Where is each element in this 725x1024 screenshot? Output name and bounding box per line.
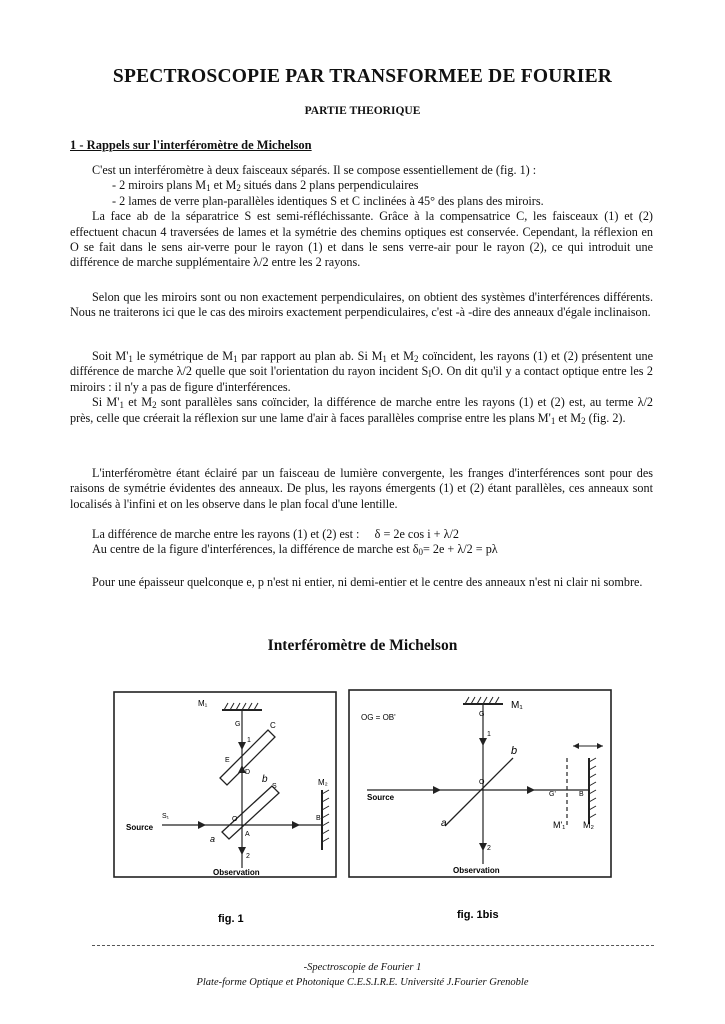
fig1bis-label-source: Source — [367, 793, 395, 802]
paragraph-separator: La face ab de la séparatrice S est semi-réfléchissante. Grâce à la compensatrice C, les faisceaux (1) et (2) effectuent chacun 4 traversées de lames et la symétrie des chemins optiques est conservée. Cependant, la réflexion en O se fait dans le sens air-verre pour le rayon (1) et dans le sens verre-air pour le rayon (2), ce qui introduit une différence de marche supplémentaire λ/2 entre les 2 rayons. — [70, 209, 653, 270]
list-item-plates: - 2 lames de verre plan-parallèles identiques S et C inclinées à 45° des plans des miroirs. — [112, 193, 544, 208]
paragraph-perpendicular: Selon que les miroirs sont ou non exactement perpendiculaires, on obtient des systèmes d'interférences différents. Nous ne traiterons ici que le cas des miroirs exactement perpendiculaires, c'est -à -dire des anneaux d'égale inclinaison. — [70, 290, 653, 320]
fig1-label-b-small: b — [262, 774, 268, 785]
list-item-mirrors: - 2 miroirs plans $M_1$ et $M_2$ situés dans 2 plans perpendiculaires — [112, 178, 419, 194]
page-subtitle: PARTIE THEORIQUE — [304, 105, 421, 117]
paragraph-intro — [70, 163, 653, 271]
fig1bis-label-m1-prime: M'₁ — [553, 820, 566, 830]
fig1bis-label-a-small: a — [441, 818, 447, 829]
fig1bis-label-g-prime: G' — [549, 791, 556, 798]
page-title: SPECTROSCOPIE PAR TRANSFORMEE DE FOURIER — [112, 66, 613, 87]
fig1bis-label-one: 1 — [487, 731, 491, 738]
footer-page-label: -Spectroscopie de Fourier 1 — [303, 962, 422, 973]
fig1bis-caption: fig. 1bis — [457, 909, 499, 921]
section-heading: 1 - Rappels sur l'interféromètre de Michelson — [70, 138, 312, 152]
paragraph-parallel: Si $M'_1$ et $M_2$ sont parallèles sans coïncider, la différence de marche entre les rayons (1) et (2) est, au terme λ/2 près, celle que créerait la réflexion sur une lame d'air à faces parallèles comprise entre les plans $M'_1$ et $M_2$ (fig. 2). — [70, 395, 654, 426]
fig1-label-c: C — [270, 721, 276, 730]
fig1bis-label-m2: M₂ — [583, 820, 594, 830]
fig1bis-label-eq: OG = OB' — [361, 713, 396, 722]
fig1bis-label-observation: Observation — [453, 866, 500, 875]
footer-divider — [92, 945, 654, 946]
fig1-label-one: 1 — [247, 737, 251, 744]
fig1-label-g: G — [235, 721, 241, 728]
fig1bis-label-two: 2 — [487, 845, 491, 852]
fig1-label-m2: M₂ — [318, 778, 328, 787]
figure-1-diagram — [110, 690, 345, 935]
paragraph-path-difference — [70, 527, 653, 558]
fig1-label-a-big: A — [245, 831, 250, 838]
fig1-label-source: Source — [126, 823, 154, 832]
fig1bis-label-b-small: b — [511, 745, 518, 757]
fig1-label-o: O — [232, 816, 238, 823]
figure-title: Interféromètre de Michelson — [267, 637, 458, 654]
fig1-label-e: E — [225, 757, 230, 764]
footer-institution: Plate-forme Optique et Photonique C.E.S.I.R.E. Université J.Fourier Grenoble — [196, 977, 529, 988]
fig1-label-two: 2 — [246, 853, 250, 860]
formula-line-1: La différence de marche entre les rayons (1) et (2) est : δ = 2e cos i + λ/2 — [92, 527, 459, 541]
paragraph-rings: L'interféromètre étant éclairé par un faisceau de lumière convergente, les franges d'interférences sont pour des raisons de symétrie évidentes des anneaux. De plus, les rayons émergents (1) et (2) étant parallèles, ces anneaux sont localisés à l'infini et on les observe dans le plan focal d'une lentille. — [70, 466, 653, 511]
paragraph-thickness: Pour une épaisseur quelconque e, p n'est ni entier, ni demi-entier et le centre des anneaux n'est ni clair ni sombre. — [92, 575, 643, 589]
fig1-label-observation: Observation — [213, 868, 260, 877]
fig1-label-a-small: a — [210, 834, 216, 844]
formula-line-2: Au centre de la figure d'interférences, la différence de marche est $\delta_0= 2e + \lambda/2 = p\lambda$ — [92, 542, 498, 558]
intro-line: C'est un interféromètre à deux faisceaux séparés. Il se compose essentiellement de (fig. 1) : — [92, 163, 537, 177]
fig1-label-s: S — [272, 783, 277, 790]
fig1-label-d: D — [245, 769, 251, 776]
fig1bis-label-g: G — [479, 711, 485, 718]
fig1-label-s1: S₁ — [162, 813, 170, 820]
figure-1bis-diagram — [345, 686, 620, 935]
fig1-label-m1: M₁ — [198, 699, 208, 708]
fig1bis-label-b-big: B — [579, 791, 584, 798]
fig1-caption: fig. 1 — [218, 913, 244, 925]
fig1bis-label-o: O — [479, 779, 485, 786]
paragraph-symmetric: Soit $M'_1$ le symétrique de $M_1$ par rapport au plan ab. Si $M_1$ et $M_2$ coïncident, les rayons (1) et (2) présentent une différence de marche λ/2 quelle que soit l'orientation du rayon incident $S_IO$. On dit qu'il y a contact optique entre les 2 miroirs : il n'y a pas de figure d'interférences. Si $M'_1$ et $M_2$ sont parallèles sans coïncider, la différence de marche entre les rayons (1) et (2) est, au terme λ/2 près, celle que créerait la réflexion sur une lame d'air à faces parallèles comprise entre les plans $M'_1$ et $M_2$ (fig. 2). — [70, 349, 654, 426]
fig1bis-label-m1: M₁ — [511, 700, 523, 711]
fig1-label-b-big: B — [316, 815, 321, 822]
